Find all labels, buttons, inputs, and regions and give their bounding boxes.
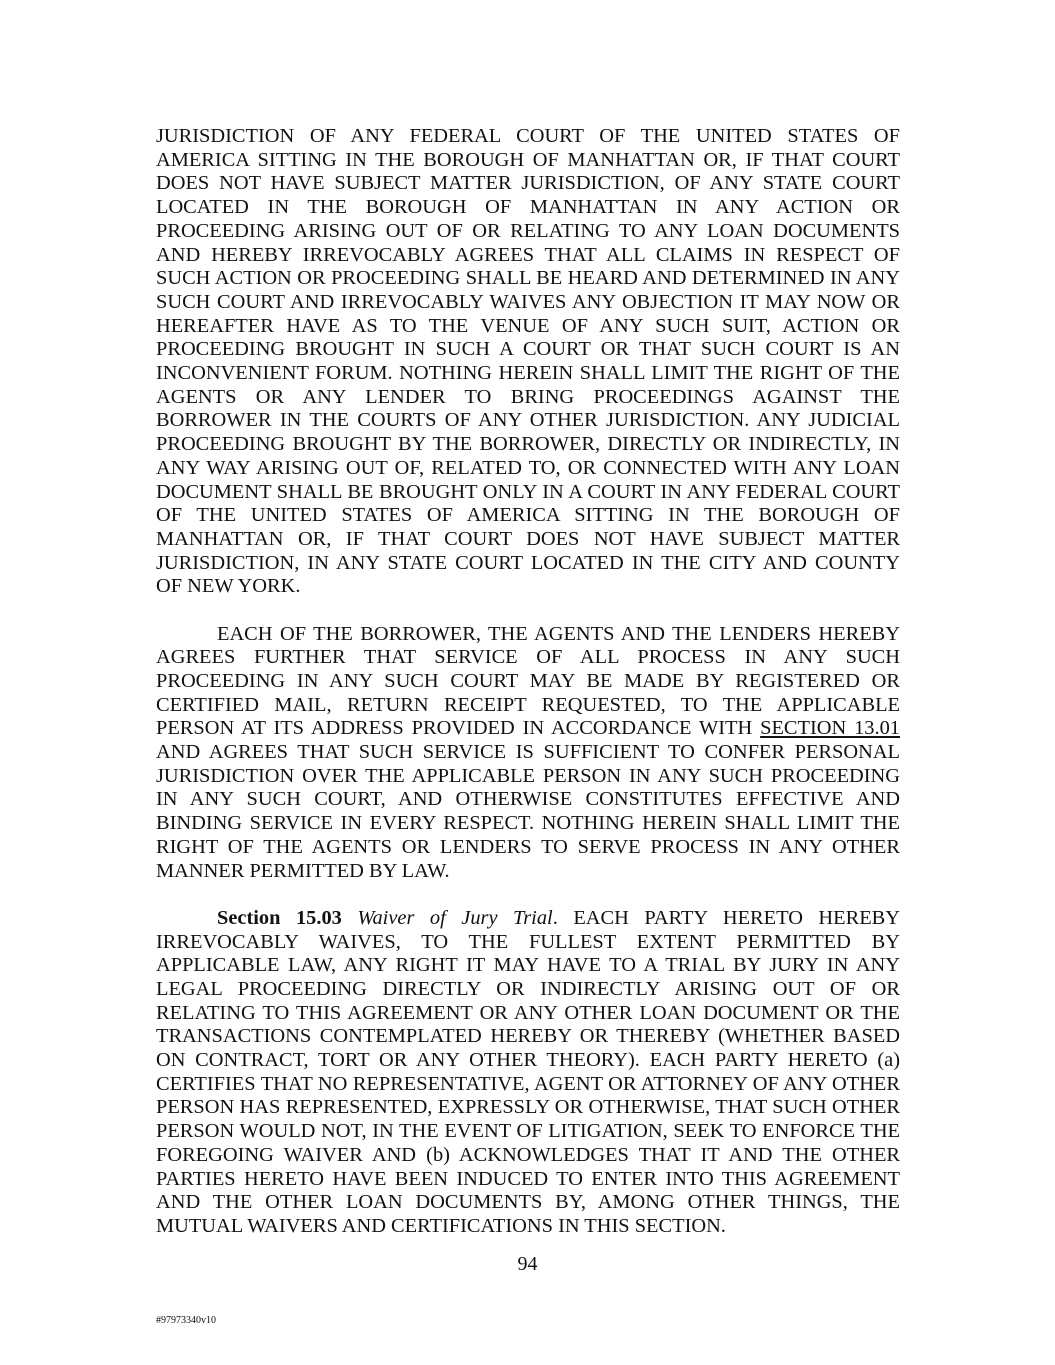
jurisdiction-paragraph: JURISDICTION OF ANY FEDERAL COURT OF THE UNITED STATES OF AMERICA SITTING IN THE BOROUGH OF MANHATTAN OR, IF THAT COURT DOES NOT HAVE SUBJECT MATTER JURISDICTION, OF ANY STATE COURT LOCATED IN THE BOROUGH OF MANHATTAN IN ANY ACTION OR PROCEEDING ARISING OUT OF OR RELATING TO ANY LOAN DOCUMENTS AND HEREBY IRREVOCABLY AGREES THAT ALL CLAIMS IN RESPECT OF SUCH ACTION OR PROCEEDING SHALL BE HEARD AND DETERMINED IN ANY SUCH COURT AND IRREVOCABLY WAIVES ANY OBJECTION IT MAY NOW OR HEREAFTER HAVE AS TO THE VENUE OF ANY SUCH SUIT, ACTION OR PROCEEDING BROUGHT IN SUCH A COURT OR THAT SUCH COURT IS AN INCONVENIENT FORUM. NOTHING HEREIN SHALL LIMIT THE RIGHT OF THE AGENTS OR ANY LENDER TO BRING PROCEEDINGS AGAINST THE BORROWER IN THE COURTS OF ANY OTHER JURISDICTION. ANY JUDICIAL PROCEEDING BROUGHT BY THE BORROWER, DIRECTLY OR INDIRECTLY, IN ANY WAY ARISING OUT OF, RELATED TO, OR CONNECTED WITH ANY LOAN DOCUMENT SHALL BE BROUGHT ONLY IN A COURT IN ANY FEDERAL COURT OF THE UNITED STATES OF AMERICA SITTING IN THE BOROUGH OF MANHATTAN OR, IF THAT COURT DOES NOT HAVE SUBJECT MATTER JURISDICTION, IN ANY STATE COURT LOCATED IN THE CITY AND COUNTY OF NEW YORK.: [156, 125, 900, 598]
service-of-process-paragraph: [156, 623, 900, 884]
section-title: Waiver of Jury Trial: [357, 906, 553, 929]
jury-waiver-paragraph: [156, 907, 900, 1239]
document-body: [156, 125, 900, 1262]
document-id: #97973340v10: [156, 1315, 216, 1326]
section-number: Section 15.03: [217, 906, 342, 929]
service-paragraph-text-2: AND AGREES THAT SUCH SERVICE IS SUFFICIENT TO CONFER PERSONAL JURISDICTION OVER THE APPLICABLE PERSON IN ANY SUCH PROCEEDING IN ANY SUCH COURT, AND OTHERWISE CONSTITUTES EFFECTIVE AND BINDING SERVICE IN EVERY RESPECT. NOTHING HEREIN SHALL LIMIT THE RIGHT OF THE AGENTS OR LENDERS TO SERVE PROCESS IN ANY OTHER MANNER PERMITTED BY LAW.: [156, 741, 900, 882]
jury-waiver-text: . EACH PARTY HERETO HEREBY IRREVOCABLY WAIVES, TO THE FULLEST EXTENT PERMITTED BY APPLICABLE LAW, ANY RIGHT IT MAY HAVE TO A TRIAL BY JURY IN ANY LEGAL PROCEEDING DIRECTLY OR INDIRECTLY ARISING OUT OF OR RELATING TO THIS AGREEMENT OR ANY OTHER LOAN DOCUMENT OR THE TRANSACTIONS CONTEMPLATED HEREBY OR THEREBY (WHETHER BASED ON CONTRACT, TORT OR ANY OTHER THEORY). EACH PARTY HERETO (a) CERTIFIES THAT NO REPRESENTATIVE, AGENT OR ATTORNEY OF ANY OTHER PERSON HAS REPRESENTED, EXPRESSLY OR OTHERWISE, THAT SUCH OTHER PERSON WOULD NOT, IN THE EVENT OF LITIGATION, SEEK TO ENFORCE THE FOREGOING WAIVER AND (b) ACKNOWLEDGES THAT IT AND THE OTHER PARTIES HERETO HAVE BEEN INDUCED TO ENTER INTO THIS AGREEMENT AND THE OTHER LOAN DOCUMENTS BY, AMONG OTHER THINGS, THE MUTUAL WAIVERS AND CERTIFICATIONS IN THIS SECTION.: [156, 906, 900, 1237]
service-paragraph-text-1: EACH OF THE BORROWER, THE AGENTS AND THE LENDERS HEREBY AGREES FURTHER THAT SERVICE OF ALL PROCESS IN ANY SUCH PROCEEDING IN ANY SUCH COURT MAY BE MADE BY REGISTERED OR CERTIFIED MAIL, RETURN RECEIPT REQUESTED, TO THE APPLICABLE PERSON AT ITS ADDRESS PROVIDED IN ACCORDANCE WITH: [156, 622, 900, 740]
section-reference-link[interactable]: SECTION 13.01: [760, 717, 900, 740]
page-number: 94: [517, 1253, 538, 1275]
